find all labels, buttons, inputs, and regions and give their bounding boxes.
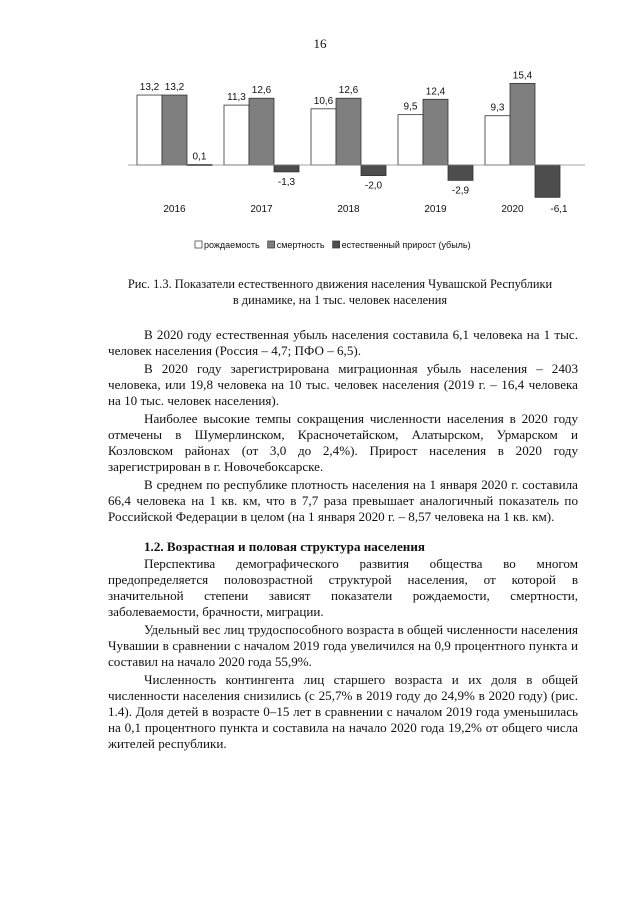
paragraph: В 2020 году зарегистрирована миграционная убыль населения – 2403 человека, или 19,8 человека на 10 тыс. человек населения (2019 г. – 16,4 человека на 10 тыс. человек населения). — [108, 361, 578, 408]
data-label: 12,4 — [425, 86, 446, 98]
data-label: 12,6 — [251, 85, 272, 97]
data-label: 0,1 — [192, 151, 207, 163]
caption-line-2: в динамике, на 1 тыс. человек населения — [232, 292, 448, 307]
legend-swatch — [333, 241, 340, 248]
paragraph: В среднем по республике плотность населения на 1 января 2020 г. составила 66,4 человека на 1 кв. км, что в 7,7 раза превышает аналогичный показатель по Российской Федерации в целом (на 1 января 2020 г. – 8,57 человека на 1 кв. км). — [108, 477, 578, 524]
bar-births — [137, 95, 162, 165]
paragraph: Наиболее высокие темпы сокращения численности населения в 2020 году отмечены в Шумерлинском, Красночетайском, Алатырском, Урмарском и Козловском районах (от 3,0 до 2,4%). Прирост населения в 2020 году зарегистрирован в г. Новочебоксарске. — [108, 411, 578, 474]
legend-swatch — [268, 241, 275, 248]
x-tick-label: 2017 — [250, 204, 273, 215]
x-tick-label: 2019 — [424, 204, 447, 215]
data-label: 11,3 — [227, 92, 246, 104]
data-label: -2,0 — [364, 180, 383, 192]
bar-deaths — [423, 99, 448, 165]
section-heading: 1.2. Возрастная и половая структура населения — [144, 539, 425, 554]
bar-deaths — [249, 98, 274, 165]
bar-natural-growth — [535, 165, 560, 197]
data-label: 9,3 — [490, 102, 505, 114]
data-label: -2,9 — [451, 185, 470, 197]
body-text — [108, 327, 578, 754]
legend-swatch — [195, 241, 202, 248]
paragraph: Численность контингента лиц старшего возраста и их доля в общей численности населения снизились (с 25,7% в 2019 году до 24,9% в 2020 году) (рис. 1.4). Доля детей в возрасте 0–15 лет в сравнении с началом 2019 года уменьшилась на 0,1 процентного пункта и составила на начало 2020 года 19,2% от общего числа жителей республики. — [108, 672, 578, 751]
bar-deaths — [162, 95, 187, 165]
caption-line-1: Рис. 1.3. Показатели естественного движения населения Чувашской Республики — [127, 277, 553, 291]
data-label: 13,2 — [139, 82, 160, 94]
bar-births — [224, 105, 249, 165]
paragraph: Удельный вес лиц трудоспособного возраста в общей численности населения Чувашии в сравнении с началом 2019 года увеличился на 0,9 процентного пункта и составил на начало 2020 года 55,9%. — [108, 622, 578, 669]
legend-label: естественный прирост (убыль) — [341, 240, 471, 250]
population-dynamics-chart — [0, 0, 640, 260]
bar-births — [485, 116, 510, 165]
figure-caption — [100, 277, 580, 308]
bar-natural-growth — [274, 165, 299, 172]
data-label: -1,3 — [277, 176, 296, 188]
bar-natural-growth — [361, 165, 386, 176]
bar-deaths — [336, 98, 361, 165]
data-label: 10,6 — [313, 95, 334, 107]
paragraph: Перспектива демографического развития общества во многом предопределяется половозрастной структурой населения, от которой в значительной степени зависят показатели рождаемости, смертности, заболеваемости, брачности, миграции. — [108, 556, 578, 619]
x-tick-label: 2018 — [337, 204, 360, 215]
legend-label: смертность — [276, 240, 325, 250]
data-label: 12,6 — [338, 85, 359, 97]
bar-deaths — [510, 83, 535, 165]
bar-natural-growth — [448, 165, 473, 180]
page-number: 16 — [313, 36, 327, 51]
x-tick-label: 2020 — [501, 204, 524, 215]
paragraph: В 2020 году естественная убыль населения составила 6,1 человека на 1 тыс. человек населения (Россия – 4,7; ПФО – 6,5). — [108, 327, 578, 358]
data-label: 15,4 — [512, 70, 533, 82]
legend-label: рождаемость — [204, 240, 260, 250]
data-label: 13,2 — [164, 82, 185, 94]
bar-births — [311, 109, 336, 165]
bar-births — [398, 115, 423, 165]
data-label: -6,1 — [550, 204, 568, 215]
x-tick-label: 2016 — [163, 204, 186, 215]
data-label: 9,5 — [403, 101, 418, 113]
